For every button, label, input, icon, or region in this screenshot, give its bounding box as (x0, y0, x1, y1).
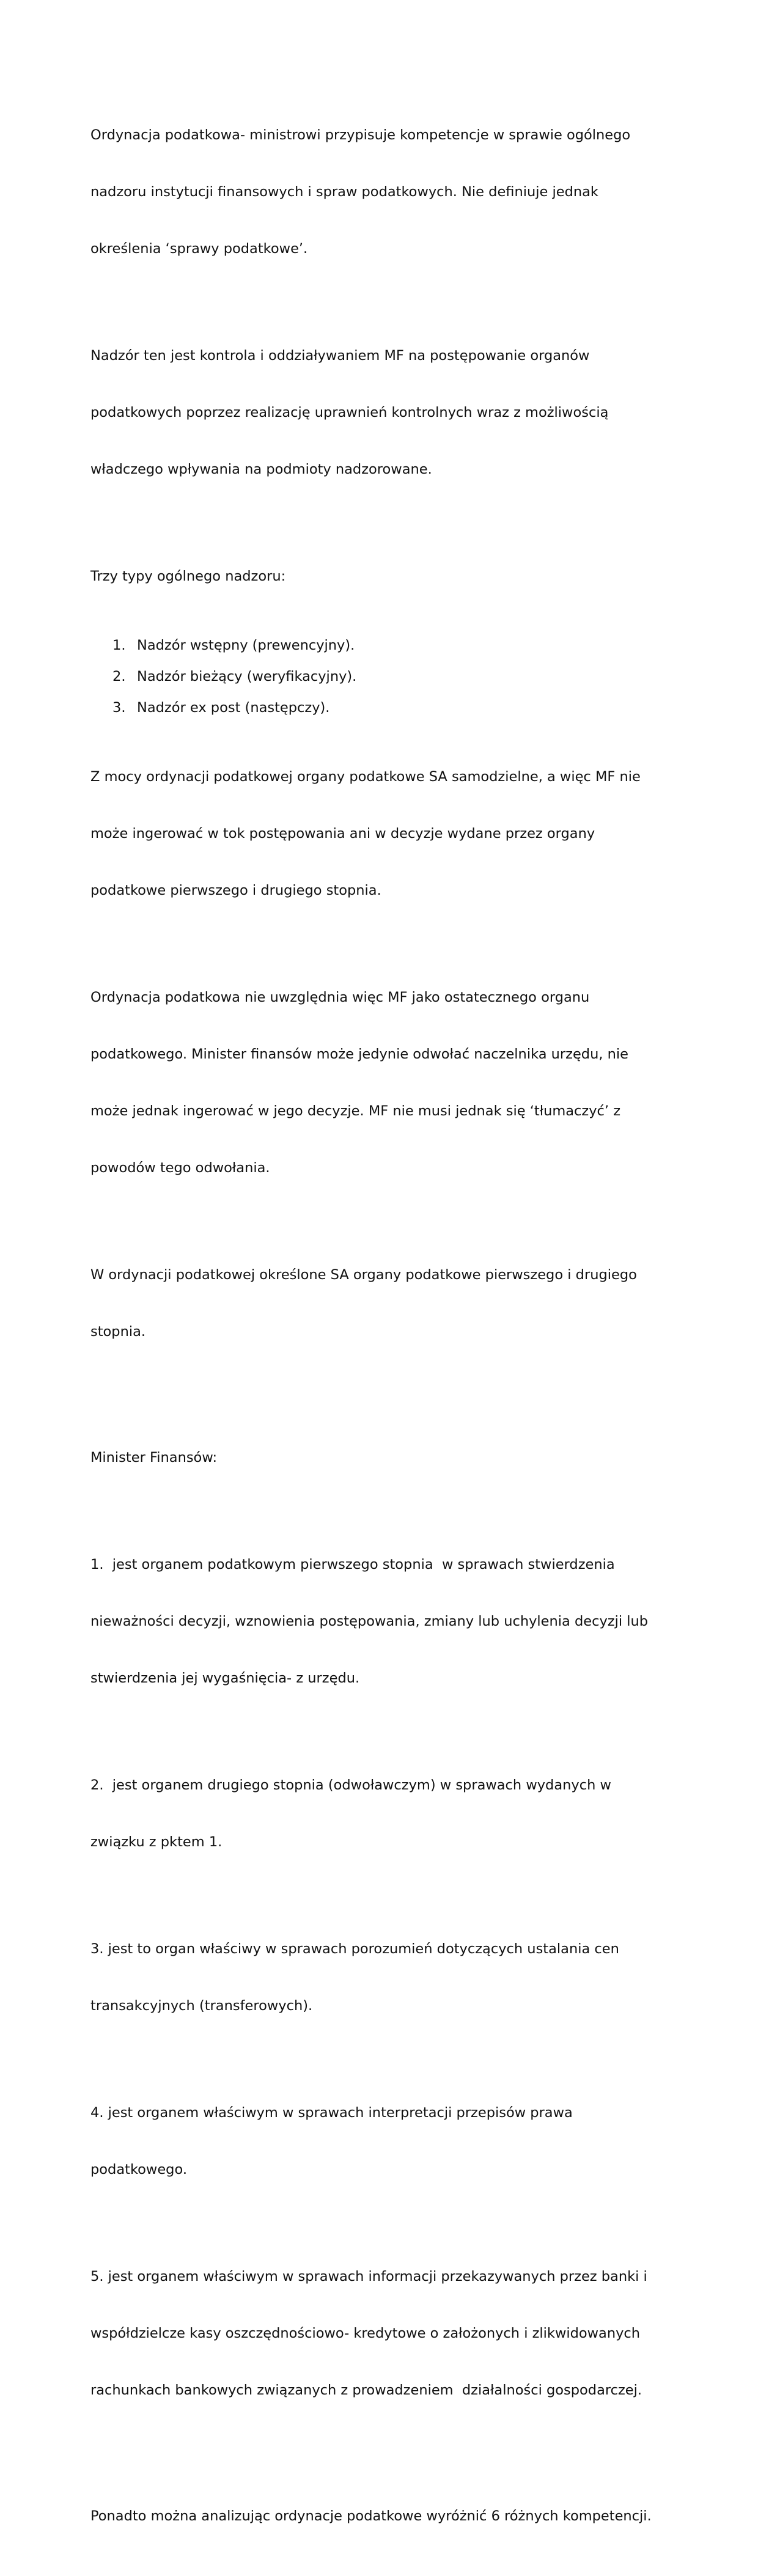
text-line: W ordynacji podatkowej określone SA organy podatkowe pierwszego i drugiego (90, 1267, 637, 1283)
list-text: Nadzór ex post (następczy). (137, 700, 330, 716)
text-line: władczego wpływania na podmioty nadzorowane. (90, 461, 432, 477)
text-line: Ordynacja podatkowa- ministrowi przypisuje kompetencje w sprawie ogólnego (90, 127, 631, 143)
paragraph-final-organ (90, 950, 677, 1216)
text-line: Ponadto można analizując ordynacje podatkowe wyróżnić 6 różnych kompetencji. (90, 2508, 652, 2524)
minister-competence-2 (90, 1738, 677, 1890)
list-number: 1. (112, 637, 126, 653)
paragraph-intro (90, 88, 677, 296)
text-line: związku z pktem 1. (90, 1834, 223, 1850)
list-number: 2. (112, 669, 126, 684)
text-line: Z mocy ordynacji podatkowej organy podatkowe SA samodzielne, a więc MF nie (90, 769, 641, 785)
text-line: Nadzór ten jest kontrola i oddziaływaniem MF na postępowanie organów (90, 348, 590, 364)
list-item (90, 699, 677, 717)
minister-competence-1 (90, 1517, 677, 1726)
paragraph-summary (90, 2469, 677, 2564)
text-line: może ingerować w tok postępowania ani w decyzje wydane przez organy (90, 826, 595, 842)
text-line: rachunkach bankowych związanych z prowadzeniem działalności gospodarczej. (90, 2382, 642, 2398)
paragraph-minister-heading (90, 1411, 677, 1505)
text-line: podatkowego. (90, 2162, 187, 2178)
minister-competence-3 (90, 1902, 677, 2053)
text-line: nieważności decyzji, wznowienia postępowania, zmiany lub uchylenia decyzji lub (90, 1613, 649, 1629)
minister-competence-4 (90, 2066, 677, 2217)
text-line: stwierdzenia jej wygaśnięcia- z urzędu. (90, 1670, 360, 1686)
document-page (90, 88, 677, 2576)
paragraph-organs-defined (90, 1228, 677, 1379)
text-line: określenia ‘sprawy podatkowe’. (90, 241, 308, 257)
paragraph-independence (90, 730, 677, 938)
list-item (90, 636, 677, 655)
minister-competence-5 (90, 2229, 677, 2438)
supervision-types-list (90, 636, 677, 717)
text-line: 2. jest organem drugiego stopnia (odwoławczym) w sprawach wydanych w (90, 1777, 611, 1793)
text-line: 3. jest to organ właściwy w sprawach porozumień dotyczących ustalania cen (90, 1941, 619, 1957)
list-text: Nadzór bieżący (weryfikacyjny). (137, 669, 357, 684)
text-line: Ordynacja podatkowa nie uwzględnia więc MF jako ostatecznego organu (90, 989, 590, 1005)
blank-line (90, 2450, 677, 2469)
paragraph-supervision-definition (90, 309, 677, 517)
text-line: Trzy typy ogólnego nadzoru: (90, 568, 286, 584)
blank-line (90, 1392, 677, 1411)
text-line: Minister Finansów: (90, 1450, 218, 1466)
list-number: 3. (112, 700, 126, 716)
text-line: podatkowych poprzez realizację uprawnień kontrolnych wraz z możliwością (90, 405, 609, 420)
text-line: transakcyjnych (transferowych). (90, 1998, 313, 2014)
text-line: nadzoru instytucji finansowych i spraw podatkowych. Nie definiuje jednak (90, 184, 598, 200)
text-line: powodów tego odwołania. (90, 1160, 270, 1176)
text-line: może jednak ingerować w jego decyzje. MF nie musi jednak się ‘tłumaczyć’ z (90, 1103, 621, 1119)
list-item (90, 667, 677, 686)
list-text: Nadzór wstępny (prewencyjny). (137, 637, 355, 653)
paragraph-types-heading (90, 529, 677, 624)
text-line: 4. jest organem właściwym w sprawach interpretacji przepisów prawa (90, 2105, 573, 2121)
text-line: podatkowego. Minister finansów może jedynie odwołać naczelnika urzędu, nie (90, 1046, 629, 1062)
text-line: 5. jest organem właściwym w sprawach informacji przekazywanych przez banki i (90, 2269, 647, 2284)
text-line: stopnia. (90, 1324, 146, 1340)
text-line: podatkowe pierwszego i drugiego stopnia. (90, 883, 381, 898)
text-line: współdzielcze kasy oszczędnościowo- kredytowe o założonych i zlikwidowanych (90, 2325, 641, 2341)
text-line: 1. jest organem podatkowym pierwszego stopnia w sprawach stwierdzenia (90, 1557, 615, 1572)
